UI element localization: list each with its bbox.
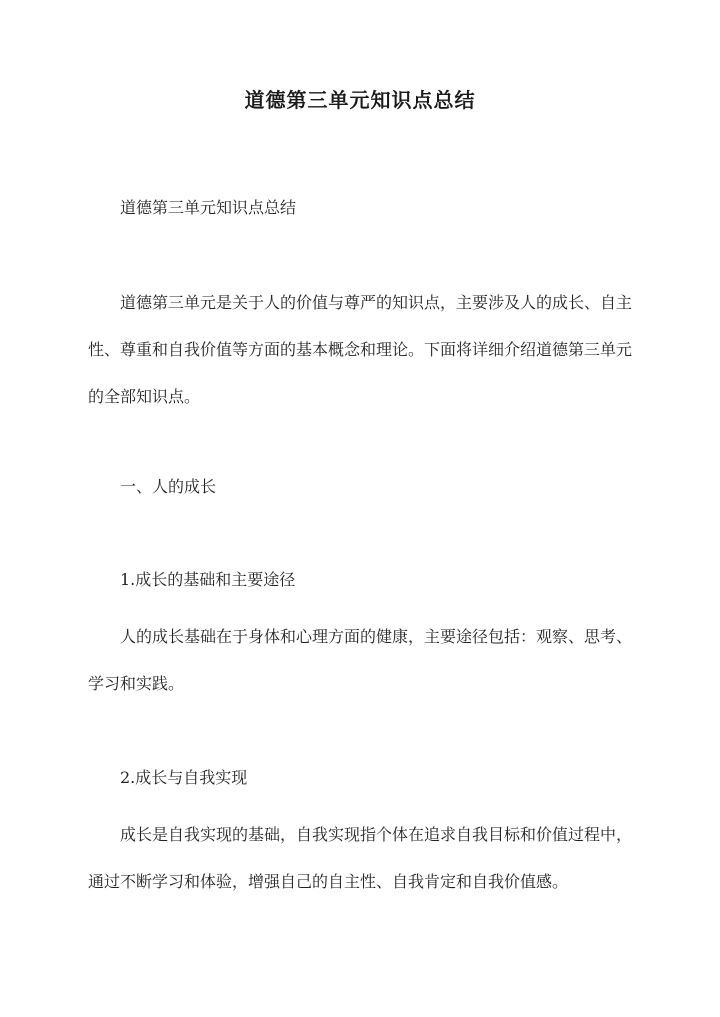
section-heading-growth: 一、人的成长 — [120, 477, 217, 496]
subsection-body-self-realization: 成长是自我实现的基础，自我实现指个体在追求自我目标和价值过程中，通过不断学习和体验，增强自己的自主性、自我肯定和自我价值感。 — [88, 825, 633, 891]
subsection-heading-foundation: 1.成长的基础和主要途径 — [120, 570, 296, 589]
document-subtitle: 道德第三单元知识点总结 — [120, 198, 297, 217]
subsection-body-foundation: 人的成长基础在于身体和心理方面的健康，主要途径包括：观察、思考、学习和实践。 — [88, 627, 633, 693]
document-title: 道德第三单元知识点总结 — [244, 88, 476, 112]
subsection-heading-self-realization: 2.成长与自我实现 — [120, 768, 248, 787]
intro-paragraph: 道德第三单元是关于人的价值与尊严的知识点，主要涉及人的成长、自主性、尊重和自我价值等方面的基本概念和理论。下面将详细介绍道德第三单元的全部知识点。 — [88, 293, 633, 406]
